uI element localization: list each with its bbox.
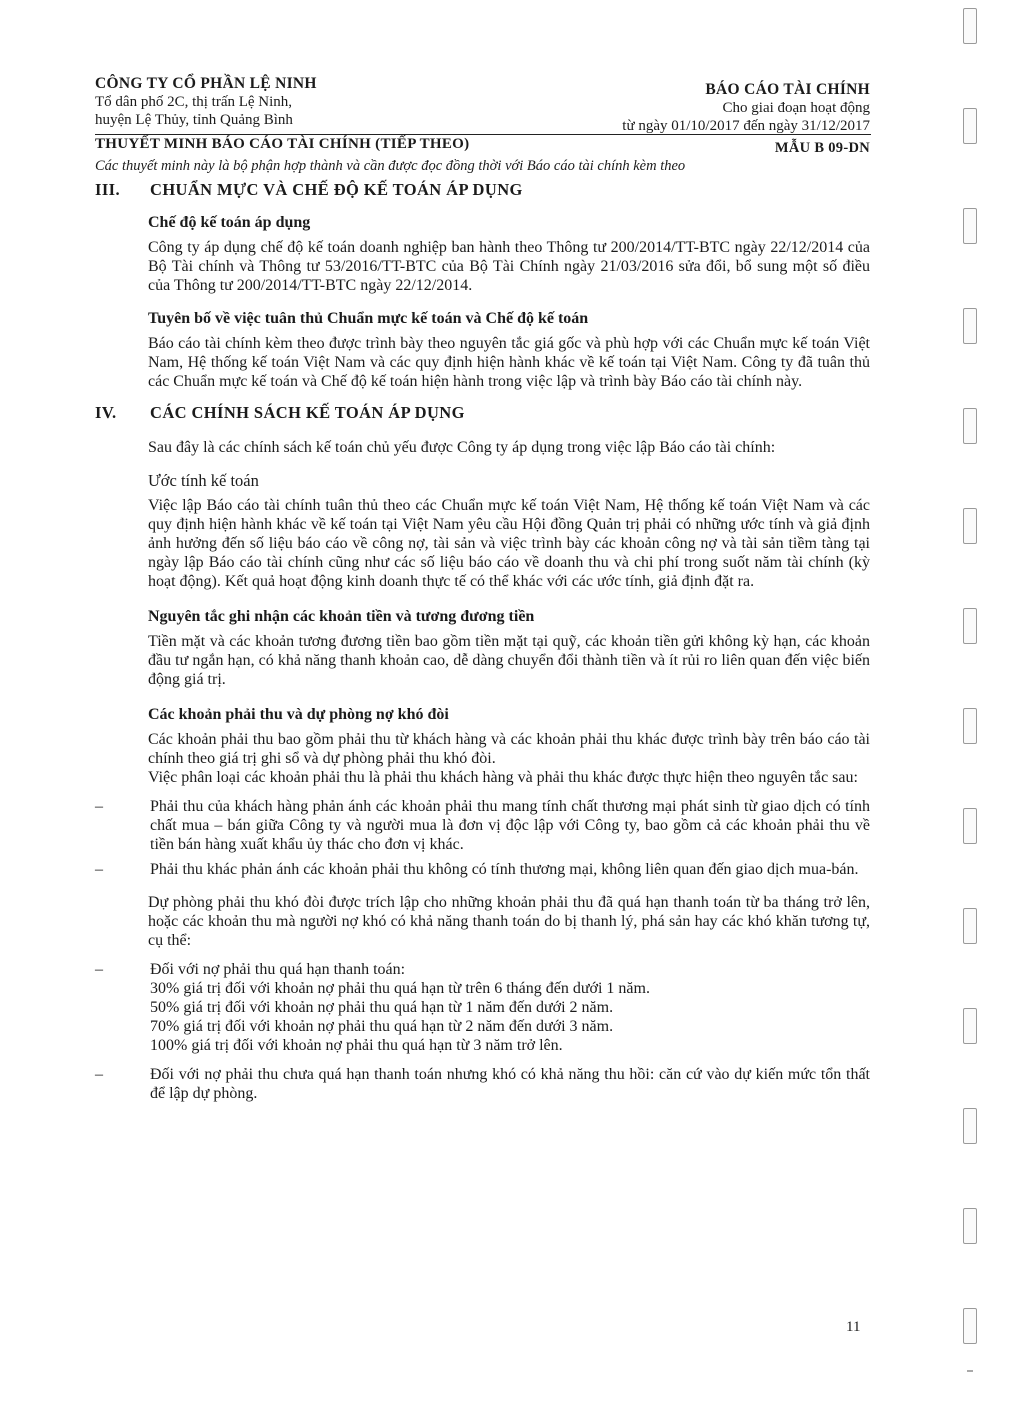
report-period-line-2: từ ngày 01/10/2017 đến ngày 31/12/2017	[622, 118, 870, 134]
company-name: CÔNG TY CỔ PHẦN LỆ NINH	[95, 75, 317, 92]
binder-tab	[963, 908, 977, 944]
header-divider	[95, 134, 871, 135]
list-item-text: Phải thu khác phản ánh các khoản phải thu không có tính thương mại, không liên quan đến giao dịch mua-bán.	[150, 861, 859, 878]
paragraph: Việc lập Báo cáo tài chính tuân thủ theo các Chuẩn mực kế toán Việt Nam, Hệ thống kế toán Việt Nam và các quy định hiện hành khác về kế toán tại Việt Nam yêu cầu Hội đồng Quản trị phải có những ước tính và giả định ảnh hưởng đến số liệu báo cáo về công nợ, tài sản và việc trình bày các khoản công nợ và tài sản tiềm tàng tại ngày lập Báo cáo tài chính cũng như các số liệu báo cáo về doanh thu và chi phí trong suốt năm tài chính (kỳ hoạt động). Kết quả hoạt động kinh doanh thực tế có thể khác với các ước tính, giả định đặt ra.	[148, 497, 870, 590]
binder-edge	[950, 0, 1020, 1401]
list-item-text: Đối với nợ phải thu quá hạn thanh toán:	[150, 961, 406, 978]
list-item-text: Đối với nợ phải thu chưa quá hạn thanh toán nhưng khó có khả năng thu hồi: căn cứ vào dự kiến mức tổn thất để lập dự phòng.	[150, 1066, 870, 1102]
section-heading-iv	[95, 403, 870, 422]
paragraph: Công ty áp dụng chế độ kế toán doanh nghiệp ban hành theo Thông tư 200/2014/TT-BTC ngày 22/12/2014 của Bộ Tài chính và Thông tư 53/2016/TT-BTC của Bộ Tài Chính ngày 21/03/2016 sửa đổi, bổ sung một số điều của Thông tư 200/2014/TT-BTC ngày 22/12/2014.	[148, 239, 870, 294]
paragraph: Dự phòng phải thu khó đòi được trích lập cho những khoản phải thu đã quá hạn thanh toán từ ba tháng trở lên, hoặc các khoản thu mà người nợ khó có khả năng thanh toán do bị thanh lý, phá sản hay các khó khăn tương tự, cụ thể:	[148, 894, 870, 949]
dash-bullet: –	[95, 798, 103, 815]
provision-rate-line: 30% giá trị đối với khoản nợ phải thu quá hạn từ trên 6 tháng đến dưới 1 năm.	[150, 980, 650, 997]
binder-tab	[963, 1308, 977, 1344]
section-heading-iii	[95, 180, 870, 199]
binder-tab	[963, 708, 977, 744]
subheading: Nguyên tắc ghi nhận các khoản tiền và tương đương tiền	[148, 608, 535, 625]
provision-rate-line: 100% giá trị đối với khoản nợ phải thu quá hạn từ 3 năm trở lên.	[150, 1037, 563, 1054]
report-header	[450, 80, 870, 135]
subheading: Tuyên bố về việc tuân thủ Chuẩn mực kế toán và Chế độ kế toán	[148, 310, 589, 327]
list-item-text: Phải thu của khách hàng phản ánh các khoản phải thu mang tính chất thương mại phát sinh từ giao dịch có tính chất mua – bán giữa Công ty và người mua là đơn vị độc lập với Công ty, bao gồm cả các khoản phải thu về tiền bán hàng xuất khẩu ủy thác cho đơn vị khác.	[150, 798, 870, 853]
binder-tab	[963, 1108, 977, 1144]
subheading: Các khoản phải thu và dự phòng nợ khó đòi	[148, 706, 449, 723]
document-body	[95, 180, 870, 1109]
list-item	[95, 860, 870, 879]
list-item	[95, 1065, 870, 1103]
notes-title: THUYẾT MINH BÁO CÁO TÀI CHÍNH (TIẾP THEO)	[95, 136, 470, 152]
list-item	[95, 960, 870, 1055]
binder-tab	[963, 1008, 977, 1044]
provision-rate-line: 50% giá trị đối với khoản nợ phải thu quá hạn từ 1 năm đến dưới 2 năm.	[150, 999, 614, 1016]
binder-tab	[963, 1208, 977, 1244]
paragraph: Sau đây là các chính sách kế toán chủ yếu được Công ty áp dụng trong việc lập Báo cáo tài chính:	[148, 439, 776, 456]
section-iv-content	[95, 426, 870, 1103]
dash-bullet: –	[95, 961, 103, 978]
binder-tab	[963, 8, 977, 44]
binder-tab	[963, 808, 977, 844]
subheading: Ước tính kế toán	[148, 471, 259, 490]
subheading: Chế độ kế toán áp dụng	[148, 214, 311, 231]
form-code: MẪU B 09-DN	[774, 140, 870, 156]
report-title: BÁO CÁO TÀI CHÍNH	[705, 81, 870, 98]
section-title: CHUẨN MỰC VÀ CHẾ ĐỘ KẾ TOÁN ÁP DỤNG	[150, 180, 523, 199]
company-address-line-2: huyện Lệ Thủy, tỉnh Quảng Bình	[95, 112, 293, 128]
page-number: 11	[846, 1319, 861, 1335]
company-address-line-1: Tổ dân phố 2C, thị trấn Lệ Ninh,	[95, 94, 293, 110]
section-iii-content	[148, 213, 870, 391]
binder-tab	[963, 208, 977, 244]
dash-bullet: –	[95, 1066, 103, 1083]
paragraph: Tiền mặt và các khoản tương đương tiền bao gồm tiền mặt tại quỹ, các khoản tiền gửi không kỳ hạn, các khoản đầu tư ngắn hạn, có khả năng thanh khoản cao, dễ dàng chuyển đổi thành tiền và ít rủi ro liên quan đến việc biến động giá trị.	[148, 633, 870, 688]
notes-subtitle: Các thuyết minh này là bộ phận hợp thành và cần được đọc đồng thời với Báo cáo tài chính kèm theo	[95, 158, 686, 174]
binder-tab	[963, 608, 977, 644]
paragraph: Báo cáo tài chính kèm theo được trình bày theo nguyên tắc giá gốc và phù hợp với các Chuẩn mực kế toán Việt Nam, Hệ thống kế toán Việt Nam và các quy định hiện hành khác về kế toán tại Việt Nam. Công ty đã tuân thủ các Chuẩn mực kế toán và Chế độ kế toán hiện hành trong việc lập và trình bày Báo cáo tài chính này.	[148, 335, 870, 390]
binder-tab	[963, 108, 977, 144]
binder-tab	[967, 1370, 973, 1372]
receivable-classification-list	[95, 797, 870, 879]
list-item	[95, 797, 870, 854]
provision-list	[95, 960, 870, 1103]
binder-tab	[963, 308, 977, 344]
dash-bullet: –	[95, 861, 103, 878]
binder-tab	[963, 408, 977, 444]
binder-tab	[963, 508, 977, 544]
section-title: CÁC CHÍNH SÁCH KẾ TOÁN ÁP DỤNG	[150, 403, 465, 422]
provision-rate-line: 70% giá trị đối với khoản nợ phải thu quá hạn từ 2 năm đến dưới 3 năm.	[150, 1018, 614, 1035]
section-number: III.	[95, 180, 120, 199]
paragraph: Việc phân loại các khoản phải thu là phải thu khách hàng và phải thu khác được thực hiện theo nguyên tắc sau:	[148, 769, 858, 786]
report-period-line-1: Cho giai đoạn hoạt động	[722, 100, 870, 116]
section-number: IV.	[95, 403, 117, 422]
paragraph: Các khoản phải thu bao gồm phải thu từ khách hàng và các khoản phải thu khác được trình bày trên báo cáo tài chính theo giá trị ghi sổ và dự phòng phải thu khó đòi.	[148, 731, 870, 767]
